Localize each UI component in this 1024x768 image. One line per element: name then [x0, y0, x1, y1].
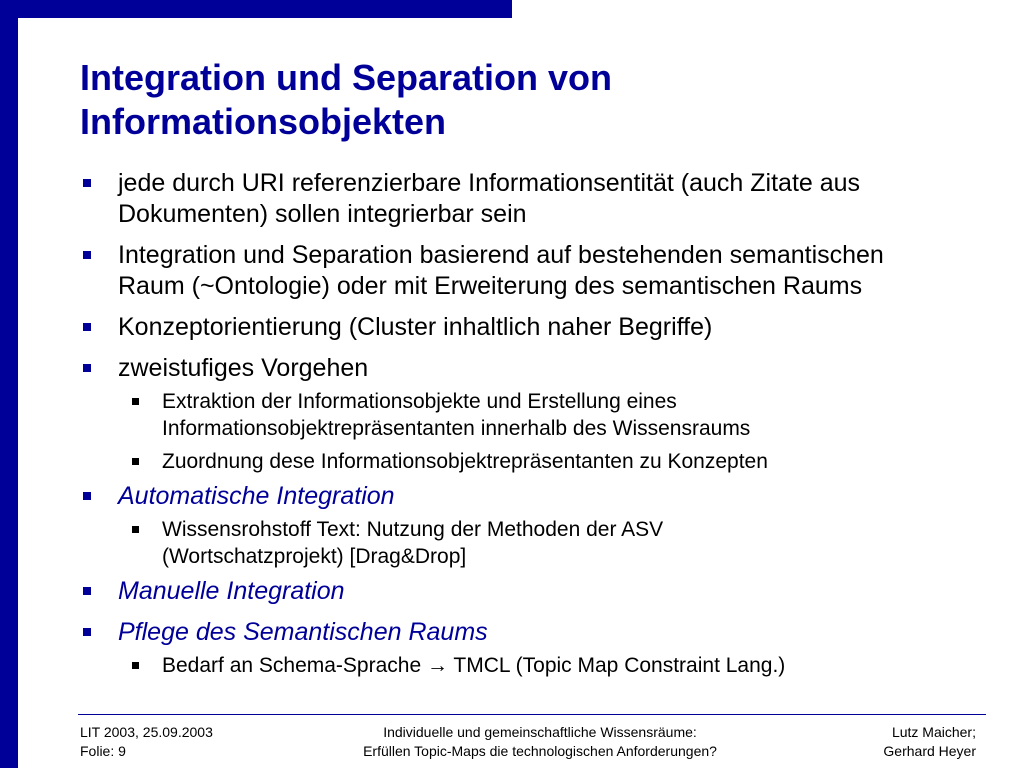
bullet-item — [80, 240, 1000, 302]
bullet-text: Integration und Separation basierend auf bestehenden semantischen — [118, 241, 884, 269]
bullet-text: Manuelle Integration — [118, 577, 345, 605]
bullet-text: zweistufiges Vorgehen — [118, 354, 369, 382]
square-bullet-icon — [132, 526, 139, 533]
bullet-text: Dokumenten) sollen integrierbar sein — [118, 200, 527, 228]
sub-bullet-text: Bedarf an Schema-Sprache → TMCL (Topic Map Constraint Lang.) — [162, 654, 786, 677]
sub-bullet-item — [80, 516, 1000, 570]
bullet-text: Pflege des Semantischen Raums — [118, 618, 488, 646]
square-bullet-icon — [83, 587, 91, 595]
bullet-text: jede durch URI referenzierbare Informationsentität (auch Zitate aus — [118, 169, 861, 197]
sub-bullet-item — [80, 388, 1000, 442]
square-bullet-icon — [83, 251, 91, 259]
sub-bullet-item — [80, 652, 1000, 679]
bullet-text: Raum (~Ontologie) oder mit Erweiterung des semantischen Raums — [118, 272, 863, 300]
square-bullet-icon — [83, 492, 91, 500]
bullet-item — [80, 353, 1000, 384]
bullet-text: Konzeptorientierung (Cluster inhaltlich naher Begriffe) — [118, 313, 713, 341]
sub-bullet-item — [80, 448, 1000, 475]
sub-bullet-text: (Wortschatzprojekt) [Drag&Drop] — [162, 545, 467, 568]
bullet-item — [80, 168, 1000, 230]
left-accent-bar — [0, 0, 18, 768]
slide-title-line: Integration und Separation von — [80, 57, 613, 98]
bullet-item-accent — [80, 576, 1000, 607]
square-bullet-icon — [132, 458, 139, 465]
footer-right — [883, 723, 976, 761]
slide-content — [80, 168, 1000, 685]
square-bullet-icon — [83, 628, 91, 636]
slide-title — [80, 56, 980, 144]
footer-center — [300, 723, 780, 761]
footer-event: LIT 2003, 25.09.2003 — [80, 724, 213, 740]
sub-bullet-text: Wissensrohstoff Text: Nutzung der Methoden der ASV — [162, 518, 664, 541]
square-bullet-icon — [83, 364, 91, 372]
footer-talk-title: Individuelle und gemeinschaftliche Wissensräume: — [383, 724, 697, 740]
bullet-item-accent — [80, 617, 1000, 648]
slide-title-line: Informationsobjekten — [80, 101, 447, 142]
bullet-item-accent — [80, 481, 1000, 512]
square-bullet-icon — [83, 323, 91, 331]
footer-author: Gerhard Heyer — [883, 743, 976, 759]
bullet-item — [80, 312, 1000, 343]
square-bullet-icon — [83, 179, 91, 187]
footer-author: Lutz Maicher; — [891, 724, 976, 740]
sub-bullet-text: Informationsobjektrepräsentanten innerhalb des Wissensraums — [162, 417, 751, 440]
top-accent-bar — [0, 0, 512, 18]
footer-talk-subtitle: Erfüllen Topic-Maps die technologischen Anforderungen? — [363, 743, 717, 759]
bullet-text: Automatische Integration — [118, 482, 395, 510]
footer-slide-number: Folie: 9 — [80, 743, 126, 759]
square-bullet-icon — [132, 662, 139, 669]
sub-bullet-text: Extraktion der Informationsobjekte und Erstellung eines — [162, 390, 677, 413]
footer-left — [80, 723, 213, 761]
square-bullet-icon — [132, 398, 139, 405]
footer-divider — [78, 714, 986, 715]
sub-bullet-text: Zuordnung dese Informationsobjektrepräsentanten zu Konzepten — [162, 450, 768, 473]
